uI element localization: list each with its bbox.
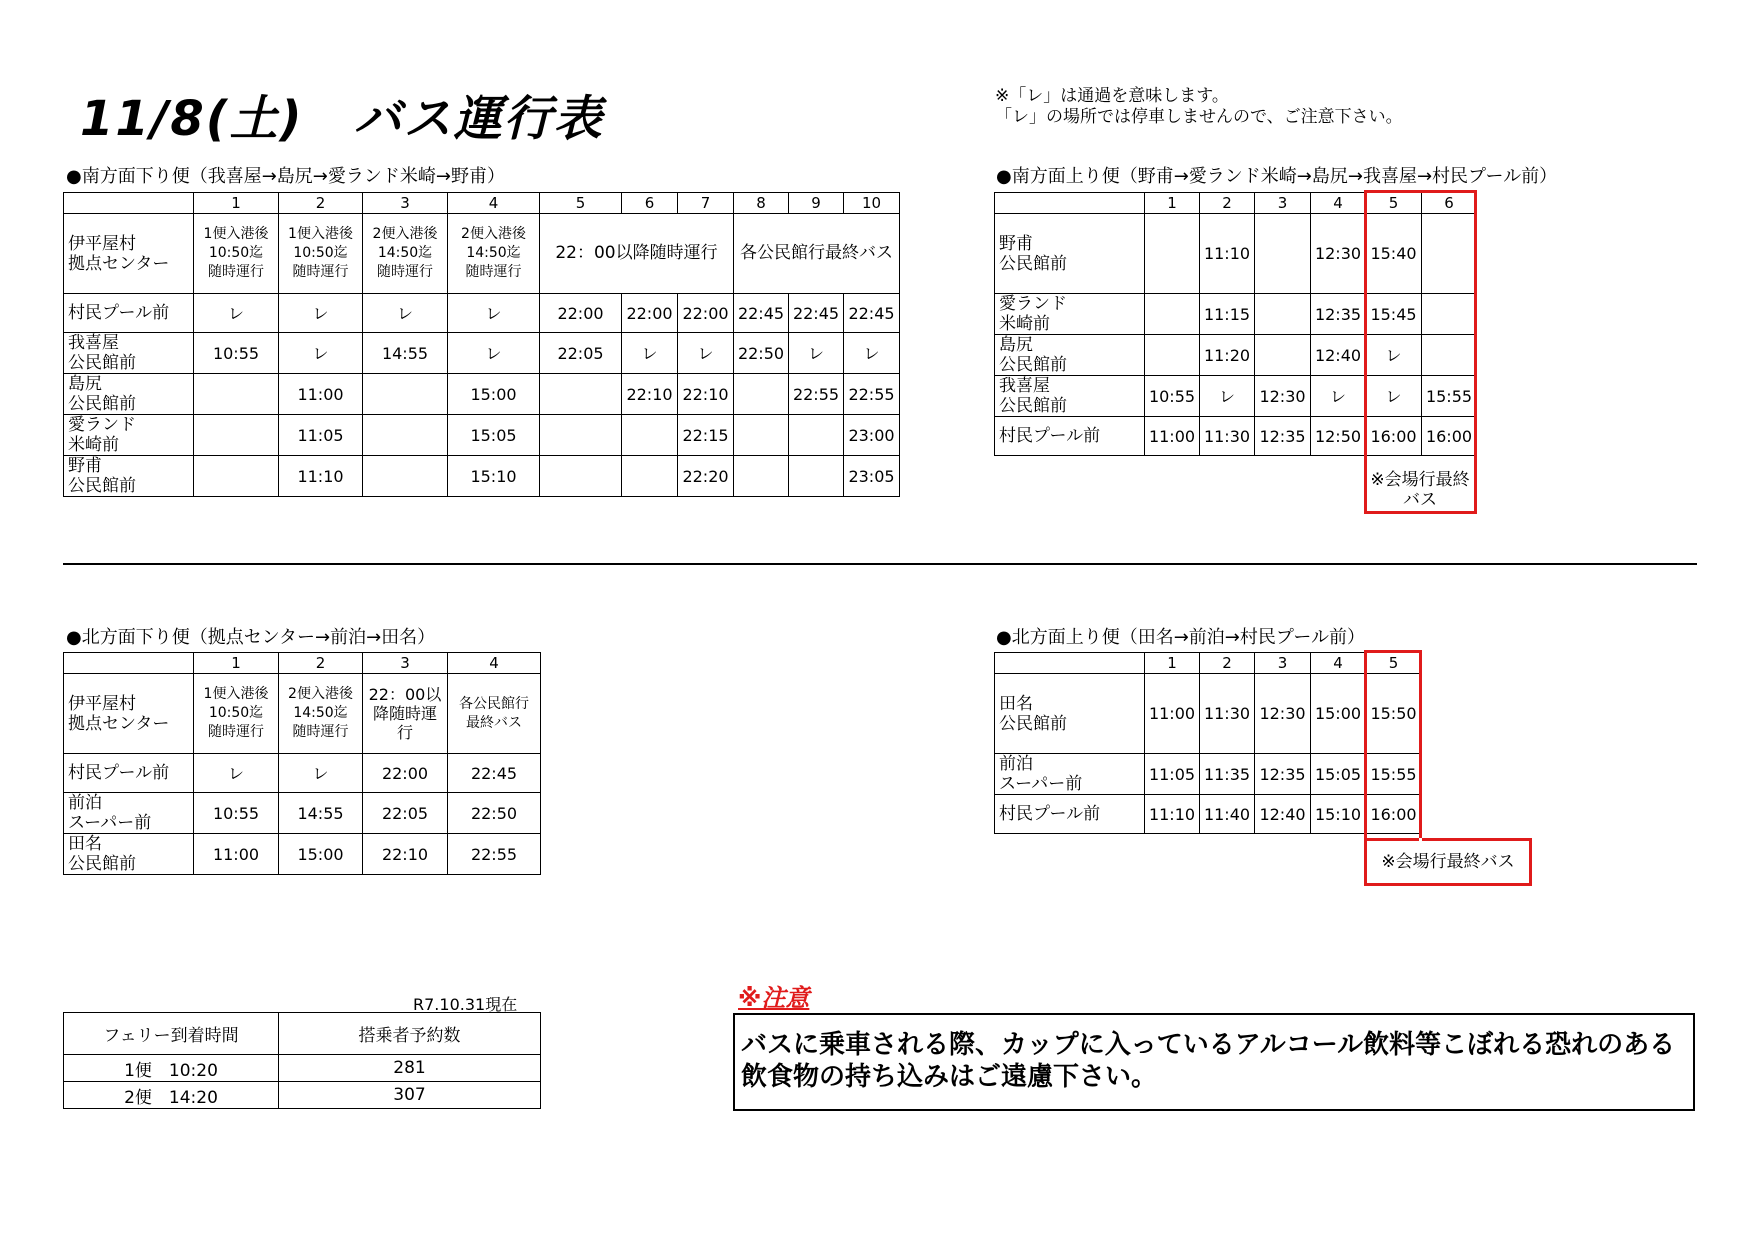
header-cell: 4 bbox=[448, 653, 541, 674]
table-cell: 22:05 bbox=[363, 793, 448, 834]
table-cell: 11:00 bbox=[1145, 674, 1200, 754]
header-cell bbox=[64, 193, 194, 214]
table-cell: 2便入港後 14:50迄 随時運行 bbox=[279, 674, 363, 754]
table-cell: 15:00 bbox=[279, 834, 363, 875]
pass-notice-line-2: 「レ」の場所では停車しませんので、ご注意下さい。 bbox=[995, 107, 1403, 127]
table-cell: 22:55 bbox=[789, 374, 844, 415]
last-bus-note: ※会場行最終バス bbox=[1381, 852, 1515, 872]
table-cell bbox=[734, 374, 789, 415]
table-row bbox=[64, 415, 900, 456]
table-cell: レ bbox=[678, 333, 734, 374]
table-cell: 11:00 bbox=[279, 374, 363, 415]
table-cell: 22:45 bbox=[448, 754, 541, 793]
header-cell: 5 bbox=[1366, 653, 1422, 674]
table-row bbox=[995, 376, 1477, 417]
caution-box bbox=[733, 1013, 1695, 1111]
stop-name: 我喜屋 公民館前 bbox=[64, 333, 194, 374]
table-cell: 22:00 bbox=[363, 754, 448, 793]
caution-text: バスに乗車される際、カップに入っているアルコール飲料等こぼれる恐れのある飲食物の持ち込みはご遠慮下さい。 bbox=[741, 1030, 1676, 1092]
reservation-count: 307 bbox=[279, 1082, 541, 1109]
header-cell: 搭乗者予約数 bbox=[279, 1013, 541, 1055]
header-cell: 7 bbox=[678, 193, 734, 214]
reservation-table bbox=[63, 1012, 541, 1109]
south-down-title: ●南方面下り便（我喜屋→島尻→愛ランド米崎→野甫） bbox=[66, 166, 505, 187]
table-cell: 10:55 bbox=[1145, 376, 1200, 417]
table-cell bbox=[363, 374, 448, 415]
table-cell: 22：00以降随時運行 bbox=[540, 214, 734, 294]
table-cell: 22:55 bbox=[844, 374, 900, 415]
table-header-row bbox=[64, 653, 541, 674]
table-cell: 11:05 bbox=[279, 415, 363, 456]
table-row bbox=[64, 674, 541, 754]
north-up-title: ●北方面上り便（田名→前泊→村民プール前） bbox=[996, 627, 1365, 648]
table-cell: レ bbox=[448, 333, 540, 374]
table-row bbox=[64, 374, 900, 415]
table-cell: 16:00 bbox=[1422, 417, 1477, 456]
stop-name: 前泊 スーパー前 bbox=[995, 754, 1145, 795]
table-cell: 16:00 bbox=[1366, 795, 1422, 834]
table-cell: 22:45 bbox=[734, 294, 789, 333]
table-cell: 15:40 bbox=[1366, 214, 1422, 294]
header-cell: 10 bbox=[844, 193, 900, 214]
header-cell: 3 bbox=[1255, 653, 1311, 674]
table-cell: 22:20 bbox=[678, 456, 734, 497]
table-cell bbox=[194, 456, 279, 497]
stop-name: 村民プール前 bbox=[64, 754, 194, 793]
table-cell bbox=[1255, 214, 1311, 294]
stop-name: 村民プール前 bbox=[995, 417, 1145, 456]
table-row bbox=[995, 795, 1422, 834]
table-cell: レ bbox=[844, 333, 900, 374]
table-row bbox=[995, 294, 1477, 335]
header-cell: 4 bbox=[448, 193, 540, 214]
north-down-table bbox=[63, 652, 541, 875]
table-cell: 22:45 bbox=[789, 294, 844, 333]
table-cell: レ bbox=[789, 333, 844, 374]
table-cell: 11:30 bbox=[1200, 417, 1255, 456]
stop-name: 田名 公民館前 bbox=[995, 674, 1145, 754]
table-cell: 11:20 bbox=[1200, 335, 1255, 376]
header-cell: 2 bbox=[1200, 193, 1255, 214]
table-cell: 14:55 bbox=[363, 333, 448, 374]
header-cell: 2 bbox=[1200, 653, 1255, 674]
table-row bbox=[64, 333, 900, 374]
table-row bbox=[64, 793, 541, 834]
table-cell: 15:05 bbox=[448, 415, 540, 456]
table-cell: 15:45 bbox=[1366, 294, 1422, 335]
table-cell: 11:15 bbox=[1200, 294, 1255, 335]
table-cell: 各公民館行 最終バス bbox=[448, 674, 541, 754]
header-cell: フェリー到着時間 bbox=[64, 1013, 279, 1055]
table-cell: レ bbox=[1311, 376, 1366, 417]
table-cell: 1便入港後 10:50迄 随時運行 bbox=[194, 674, 279, 754]
table-cell: 22:00 bbox=[540, 294, 622, 333]
header-cell: 3 bbox=[363, 193, 448, 214]
table-cell bbox=[363, 415, 448, 456]
table-cell bbox=[1255, 335, 1311, 376]
south-down-table bbox=[63, 192, 900, 497]
table-cell: 11:10 bbox=[279, 456, 363, 497]
table-row bbox=[995, 214, 1477, 294]
table-cell: 各公民館行最終バス bbox=[734, 214, 900, 294]
table-cell bbox=[1145, 335, 1200, 376]
table-header-row bbox=[64, 1013, 541, 1055]
table-cell: 22:45 bbox=[844, 294, 900, 333]
header-cell: 2 bbox=[279, 193, 363, 214]
table-cell bbox=[540, 456, 622, 497]
table-row bbox=[995, 335, 1477, 376]
table-cell: 12:50 bbox=[1311, 417, 1366, 456]
table-cell bbox=[1145, 214, 1200, 294]
south-up-table bbox=[994, 192, 1477, 456]
north-down-title: ●北方面下り便（拠点センター→前泊→田名） bbox=[66, 627, 436, 648]
page-title: 11/8(土) バス運行表 bbox=[80, 91, 604, 147]
table-cell bbox=[1422, 335, 1477, 376]
table-cell: 15:50 bbox=[1366, 674, 1422, 754]
table-cell: レ bbox=[363, 294, 448, 333]
table-cell: 15:05 bbox=[1311, 754, 1366, 795]
stop-name: 愛ランド 米崎前 bbox=[995, 294, 1145, 335]
table-row bbox=[995, 754, 1422, 795]
table-cell: 11:10 bbox=[1200, 214, 1255, 294]
header-cell: 3 bbox=[1255, 193, 1311, 214]
table-cell: 22:00 bbox=[678, 294, 734, 333]
header-cell: 9 bbox=[789, 193, 844, 214]
table-header-row bbox=[64, 193, 900, 214]
table-cell bbox=[1422, 214, 1477, 294]
header-cell: 8 bbox=[734, 193, 789, 214]
table-cell: 22:55 bbox=[448, 834, 541, 875]
table-cell: 2便入港後 14:50迄 随時運行 bbox=[448, 214, 540, 294]
header-cell: 3 bbox=[363, 653, 448, 674]
south-down-body bbox=[64, 294, 900, 497]
stop-name: 伊平屋村 拠点センター bbox=[64, 214, 194, 294]
stop-name: 愛ランド 米崎前 bbox=[64, 415, 194, 456]
reservation-count: 281 bbox=[279, 1055, 541, 1082]
table-cell: 22:10 bbox=[678, 374, 734, 415]
table-cell bbox=[734, 456, 789, 497]
table-cell: レ bbox=[279, 754, 363, 793]
as-of-date: R7.10.31現在 bbox=[413, 995, 518, 1014]
table-row bbox=[64, 754, 541, 793]
table-cell: 15:00 bbox=[448, 374, 540, 415]
table-cell: 23:00 bbox=[844, 415, 900, 456]
table-cell: 12:35 bbox=[1311, 294, 1366, 335]
header-cell: 1 bbox=[1145, 653, 1200, 674]
stop-name: 前泊 スーパー前 bbox=[64, 793, 194, 834]
header-cell bbox=[995, 653, 1145, 674]
table-cell: レ bbox=[194, 294, 279, 333]
north-up-body bbox=[995, 653, 1422, 834]
header-cell: 1 bbox=[194, 193, 279, 214]
table-cell: 1便入港後 10:50迄 随時運行 bbox=[279, 214, 363, 294]
table-cell: 15:00 bbox=[1311, 674, 1366, 754]
table-cell: 12:35 bbox=[1255, 754, 1311, 795]
header-cell: 1 bbox=[1145, 193, 1200, 214]
table-row bbox=[64, 1082, 541, 1109]
table-row bbox=[64, 456, 900, 497]
header-cell: 6 bbox=[1422, 193, 1477, 214]
table-cell: レ bbox=[1200, 376, 1255, 417]
table-header-row bbox=[995, 653, 1422, 674]
table-cell: レ bbox=[279, 333, 363, 374]
table-cell bbox=[622, 456, 678, 497]
table-cell: 15:55 bbox=[1422, 376, 1477, 417]
stop-name: 島尻 公民館前 bbox=[995, 335, 1145, 376]
table-cell: 16:00 bbox=[1366, 417, 1422, 456]
table-cell: 22:10 bbox=[363, 834, 448, 875]
table-cell bbox=[734, 415, 789, 456]
table-cell: 22:15 bbox=[678, 415, 734, 456]
table-cell: 11:05 bbox=[1145, 754, 1200, 795]
north-down-body bbox=[64, 754, 541, 875]
table-cell: 11:30 bbox=[1200, 674, 1255, 754]
stop-name: 我喜屋 公民館前 bbox=[995, 376, 1145, 417]
table-cell: 12:40 bbox=[1255, 795, 1311, 834]
table-cell: 10:55 bbox=[194, 793, 279, 834]
header-cell: 4 bbox=[1311, 653, 1366, 674]
table-cell: 22:50 bbox=[448, 793, 541, 834]
pass-notice-line-1: ※「レ」は通過を意味します。 bbox=[995, 86, 1229, 106]
table-cell: 15:10 bbox=[448, 456, 540, 497]
table-cell: 11:40 bbox=[1200, 795, 1255, 834]
table-cell: レ bbox=[1366, 376, 1422, 417]
table-row bbox=[64, 294, 900, 333]
ferry-time: 1便 10:20 bbox=[64, 1055, 279, 1082]
header-cell bbox=[64, 653, 194, 674]
table-cell: 22:10 bbox=[622, 374, 678, 415]
table-cell bbox=[540, 415, 622, 456]
table-cell: 12:30 bbox=[1311, 214, 1366, 294]
table-cell bbox=[194, 374, 279, 415]
table-cell: 12:40 bbox=[1311, 335, 1366, 376]
table-cell: 11:35 bbox=[1200, 754, 1255, 795]
header-cell: 5 bbox=[540, 193, 622, 214]
table-cell: レ bbox=[1366, 335, 1422, 376]
table-cell: 15:55 bbox=[1366, 754, 1422, 795]
header-cell: 4 bbox=[1311, 193, 1366, 214]
table-cell bbox=[1422, 294, 1477, 335]
table-row bbox=[64, 214, 900, 294]
table-cell: 1便入港後 10:50迄 随時運行 bbox=[194, 214, 279, 294]
table-cell bbox=[1145, 294, 1200, 335]
header-cell bbox=[995, 193, 1145, 214]
table-cell bbox=[194, 415, 279, 456]
table-cell: 10:55 bbox=[194, 333, 279, 374]
south-up-body bbox=[995, 193, 1477, 456]
table-cell: 23:05 bbox=[844, 456, 900, 497]
table-cell: 11:10 bbox=[1145, 795, 1200, 834]
stop-name: 島尻 公民館前 bbox=[64, 374, 194, 415]
table-cell: 12:30 bbox=[1255, 376, 1311, 417]
stop-name: 村民プール前 bbox=[995, 795, 1145, 834]
table-cell: 12:35 bbox=[1255, 417, 1311, 456]
table-cell: 14:55 bbox=[279, 793, 363, 834]
table-cell: レ bbox=[622, 333, 678, 374]
table-cell: 2便入港後 14:50迄 随時運行 bbox=[363, 214, 448, 294]
table-cell bbox=[789, 415, 844, 456]
table-cell: レ bbox=[194, 754, 279, 793]
header-cell: 6 bbox=[622, 193, 678, 214]
table-cell: 22:00 bbox=[622, 294, 678, 333]
table-cell: 15:10 bbox=[1311, 795, 1366, 834]
header-cell: 5 bbox=[1366, 193, 1422, 214]
table-cell bbox=[622, 415, 678, 456]
table-cell: レ bbox=[448, 294, 540, 333]
table-cell: 11:00 bbox=[194, 834, 279, 875]
stop-name: 野甫 公民館前 bbox=[995, 214, 1145, 294]
table-row bbox=[995, 674, 1422, 754]
table-cell bbox=[789, 456, 844, 497]
stop-name: 田名 公民館前 bbox=[64, 834, 194, 875]
divider bbox=[63, 563, 1697, 565]
table-cell bbox=[363, 456, 448, 497]
table-row bbox=[64, 834, 541, 875]
table-cell: 11:00 bbox=[1145, 417, 1200, 456]
table-cell bbox=[540, 374, 622, 415]
stop-name: 野甫 公民館前 bbox=[64, 456, 194, 497]
table-row bbox=[995, 417, 1477, 456]
south-up-title: ●南方面上り便（野甫→愛ランド米崎→島尻→我喜屋→村民プール前） bbox=[996, 166, 1558, 187]
ferry-time: 2便 14:20 bbox=[64, 1082, 279, 1109]
table-header-row bbox=[995, 193, 1477, 214]
last-bus-note: ※会場行最終バス bbox=[1370, 470, 1470, 510]
header-cell: 2 bbox=[279, 653, 363, 674]
caution-title: ※注意 bbox=[738, 984, 810, 1012]
table-row bbox=[64, 1055, 541, 1082]
table-cell: 12:30 bbox=[1255, 674, 1311, 754]
highlight-joint bbox=[1419, 838, 1422, 844]
table-cell: 22:50 bbox=[734, 333, 789, 374]
table-cell: 22:05 bbox=[540, 333, 622, 374]
stop-name: 伊平屋村 拠点センター bbox=[64, 674, 194, 754]
table-cell bbox=[1255, 294, 1311, 335]
table-cell: レ bbox=[279, 294, 363, 333]
north-up-table bbox=[994, 652, 1422, 834]
header-cell: 1 bbox=[194, 653, 279, 674]
stop-name: 村民プール前 bbox=[64, 294, 194, 333]
table-cell: 22：00以 降随時運 行 bbox=[363, 674, 448, 754]
pass-notice bbox=[995, 86, 1403, 128]
